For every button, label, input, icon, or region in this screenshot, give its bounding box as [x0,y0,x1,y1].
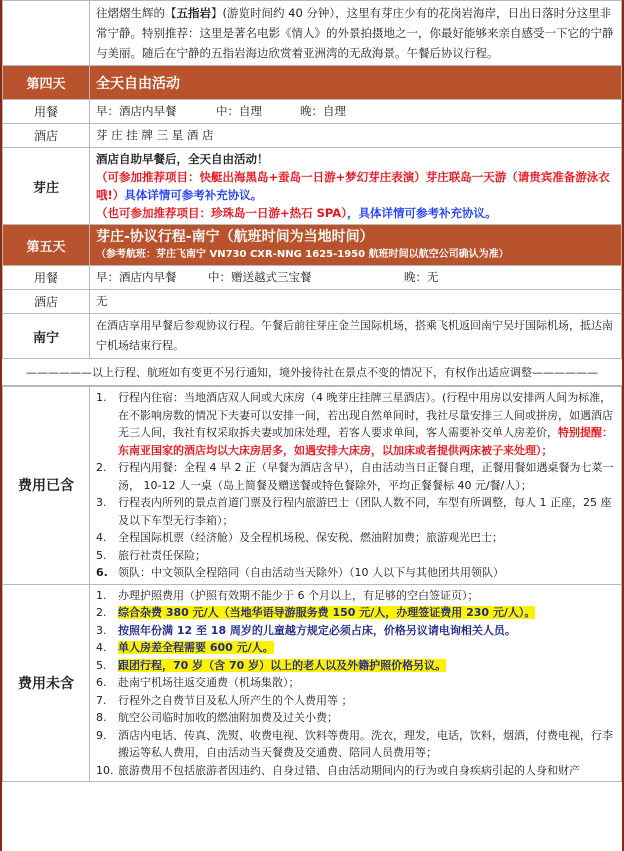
day4-title: 全天自由活动 [90,66,622,100]
list-item: 9. 酒店内电话、传真、洗熨、收费电视、饮料等费用。洗衣，理发，电话，饮料，烟酒，付费电视，行李搬运等私人费用，自由活动当天餐费及交通费、陪同人员费用等； [96,728,613,759]
day4-hotel-label: 酒店 [3,124,90,148]
fees-table [2,386,622,782]
fees-included-row [3,387,622,585]
day5-label: 第五天 [3,225,90,266]
day4-header-row [3,66,622,100]
day4-place: 芽庄 [3,148,90,225]
day3-continuation-text: 往熠熠生辉的【五指岩】(游览时间约 40 分钟），这里有芽庄少有的花岗岩海岸，日出日落时分这里非常宁静。特别推荐：这里是著名电影《情人》的外景拍摄地之一，你最好能够来亲自感受一下它的宁静与美丽。随后在宁静的五指岩海边欣赏着亚洲湾的无敌海景。午餐后协议行程。 [90,1,622,66]
day5-detail: 在酒店享用早餐后参观协议行程。午餐后前往芽庄金兰国际机场，搭乘飞机返回南宁吴圩国际机场，抵达南宁机场结束行程。 [90,314,622,359]
list-item: 2. 行程内用餐：全程 4 早 2 正（早餐为酒店含早），自由活动当日正餐自理，正餐用餐如遇桌餐为七菜一汤， 10-12 人一桌（岛上简餐及赠送餐或特色餐除外，平均正餐餐标 40 元/餐/人）； [96,461,614,492]
day4-meals: 早：酒店内早餐 中：自理 晚：自理 [90,100,622,124]
day4-hotel-row [3,124,622,148]
day4-hotel: 芽 庄 挂 牌 三 星 酒 店 [90,124,622,148]
day4-meal-row [3,100,622,124]
fees-excluded-list [90,584,622,782]
day3-continuation-row [3,1,622,66]
list-item: 1. 行程内住宿：当地酒店双人间或大床房（4 晚芽庄挂牌三星酒店）。(行程中用房以安排两人间为标准，在不影响房数的情况下夫妻可以安排一间，若出现自然单间时，我社尽量安排三人间或拼房，如遇酒店无三人间，我社有权采取拆夫妻或加床处理，若客人要求单间，客人需要补交单人房差价，特别提醒：东南亚国家的酒店均以大床房居多，如遇安排大床房，以加床或者提供两床被子来处理）； [96,391,613,457]
fees-excluded-row [3,584,622,782]
day5-hotel-label: 酒店 [3,290,90,314]
day5-hotel-row [3,290,622,314]
list-item: 5. 跟团行程，70 岁（含 70 岁）以上的老人以及外籍护照价格另议。 [96,658,447,672]
day4-label: 第四天 [3,66,90,100]
change-notice: ——————以上行程、航班如有变更不另行通知，境外接待社在景点不变的情况下，有权作出适应调整—————— [2,359,622,386]
list-item: 1. 办理护照费用（护照有效期不能少于 6 个月以上，有足够的空白签证页）； [96,588,479,602]
day4-detail: 酒店自助早餐后，全天自由活动！ （可参加推荐项目：快艇出海黑岛+蚕岛一日游+梦幻芽庄表演）芽庄联岛一天游（请贵宾准备游泳衣哦!）具体详情可参考补充协议。 （也可参加推荐项目：珍珠岛一日游+热石 SPA），具体详情可参考补充协议。 [90,148,622,225]
list-item: 6. 赴南宁机场往返交通费（机场集散）； [96,676,300,689]
list-item: 2. 综合杂费 380 元/人（当地华语导游服务费 150 元/人，办理签证费用 230 元/人）。 [96,606,536,619]
day5-title: 芽庄-协议行程-南宁（航班时间为当地时间） （参考航班：芽庄飞南宁 VN730 CXR-NNG 1625-1950 航班时间以航空公司确认为准） [90,225,622,266]
day4-detail-row [3,148,622,225]
list-item: 4. 全程国际机票（经济舱）及全程机场税、保安税、燃油附加费；旅游观光巴士； [96,531,503,544]
day5-meal-label: 用餐 [3,266,90,290]
day5-hotel: 无 [90,290,622,314]
day5-place: 南宁 [3,314,90,359]
fees-excluded-label: 费用未含 [3,584,90,782]
fees-included-list [90,387,622,585]
fees-included-label: 费用已含 [3,387,90,585]
list-item: 5. 旅行社责任保险； [96,548,206,562]
day5-meals: 早：酒店内早餐 中：赠送越式三宝餐 晚：无 [90,266,622,290]
day4-meal-label: 用餐 [3,100,90,124]
itinerary-table [2,0,622,359]
day5-detail-row [3,314,622,359]
day5-header-row [3,225,622,266]
day5-meal-row [3,266,622,290]
list-item: 8. 航空公司临时加收的燃油附加费及过关小费； [96,711,338,724]
list-item: 7. 行程外之自费节目及私人所产生的个人费用等 ； [96,693,353,707]
list-item: 6. 领队：中文领队全程陪同（自由活动当天除外）（10 人以下与其他团共用领队） [96,566,504,579]
list-item: 3. 行程表内所列的景点首道门票及行程内旅游巴士（团队人数不同，车型有所调整，每人 1 正座，25 座及以下车型无行李箱）； [96,496,612,527]
list-item: 3. 按照年份满 12 至 18 周岁的儿童越方规定必须占床，价格另议请电询相关人员。 [96,623,516,637]
list-item: 10. 旅游费用不包括旅游者因违约、自身过错、自由活动期间内的行为或自身疾病引起的人身和财产 [96,763,580,777]
list-item: 4. 单人房差全程需要 600 元/人。 [96,641,274,654]
